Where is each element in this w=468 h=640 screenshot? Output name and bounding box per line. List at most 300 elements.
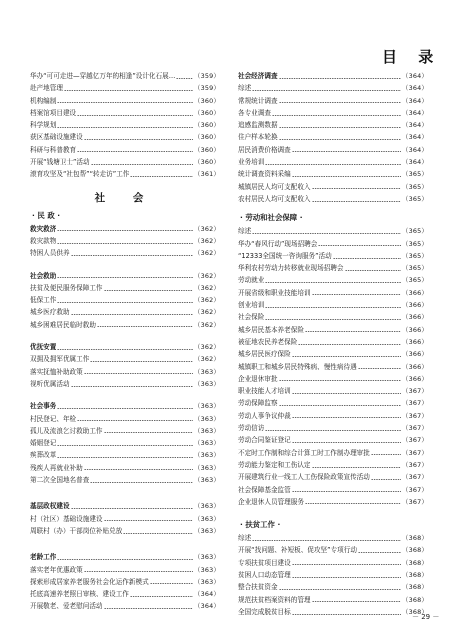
toc-entry-title: 社会保障基金监管 (238, 485, 291, 494)
toc-entry-page: （363） (194, 526, 220, 535)
toc-leader-dots (57, 408, 193, 409)
toc-entry-page: （363） (194, 426, 220, 435)
toc-leader-dots (90, 482, 193, 483)
toc-entry-page: （363） (194, 514, 220, 523)
toc-entry-title: 孤儿及流浪乞讨救助工作 (30, 426, 103, 435)
toc-subheading-row (30, 500, 220, 512)
toc-entry-page: （364） (402, 84, 428, 93)
page-title: 目 录 (382, 48, 442, 66)
toc-entry-title: 城乡困难居民临时救助 (30, 320, 96, 329)
toc-entry-title: 劳动信访 (238, 424, 265, 433)
toc-leader-dots (312, 601, 401, 602)
toc-entry-title: 获区基础设施建设 (30, 133, 83, 142)
toc-entry-page: （362） (194, 343, 220, 352)
toc-leader-dots (318, 245, 401, 246)
toc-entry-title: 开展建筑行业一线工人工伤保险政策宣传活动 (238, 473, 370, 482)
toc-leader-dots (358, 552, 401, 553)
toc-entry-page: （362） (194, 249, 220, 258)
toc-entry-page: （365） (402, 264, 428, 273)
toc-entry-page: （368） (402, 583, 428, 592)
toc-entry-row (30, 119, 220, 131)
toc-entry-row (238, 168, 428, 180)
toc-entry-title: 社会事务 (30, 402, 57, 411)
toc-entry-title: 机构编制 (30, 96, 57, 105)
toc-entry-title: 劳动就业 (238, 276, 265, 285)
toc-leader-dots (292, 614, 401, 615)
toc-entry-page: （365） (402, 276, 428, 285)
toc-entry-row (30, 306, 220, 318)
toc-entry-page: （365） (402, 239, 428, 248)
toc-entry-title: 被征地农民养老保险 (238, 337, 298, 346)
toc-leader-dots (279, 380, 401, 381)
toc-entry-page: （368） (402, 534, 428, 543)
left-column (30, 70, 220, 613)
toc-entry-page: （363） (194, 379, 220, 388)
toc-entry-page: （363） (194, 553, 220, 562)
toc-entry-page: （359） (194, 84, 220, 93)
toc-entry-row (30, 144, 220, 156)
toc-leader-dots (312, 467, 401, 468)
toc-leader-dots (84, 139, 193, 140)
toc-entry-page: （363） (194, 463, 220, 472)
toc-entry-page: （364） (194, 590, 220, 599)
toc-leader-dots (104, 608, 193, 609)
toc-leader-dots (252, 90, 401, 91)
toc-group-elderly (30, 551, 220, 612)
toc-entry-row (30, 600, 220, 612)
toc-entry-row (238, 544, 428, 556)
toc-entry-row (238, 484, 428, 496)
toc-entry-page: （364） (402, 108, 428, 117)
toc-entry-page: （365） (402, 170, 428, 179)
toc-entry-page: （360） (194, 96, 220, 105)
toc-entry-row (30, 437, 220, 449)
toc-entry-title: 滚育攻坚及“社包帮”“转走访”工作 (30, 170, 130, 179)
toc-entry-row (238, 569, 428, 581)
toc-leader-dots (252, 233, 401, 234)
toc-entry-page: （364） (194, 602, 220, 611)
toc-entry-page: （366） (402, 350, 428, 359)
toc-entry-page: （361） (194, 170, 220, 179)
toc-entry-title: 业务培训 (238, 158, 265, 167)
toc-entry-title: 农村居民人均可支配收入 (238, 194, 311, 203)
toc-leader-dots (77, 115, 193, 116)
toc-entry-row (30, 449, 220, 461)
toc-entry-title: 企业退休人员管理服务 (238, 497, 304, 506)
toc-entry-title: 华利农村劳动力转移就业现场招聘会 (238, 264, 344, 273)
toc-leader-dots (265, 319, 401, 320)
toc-entry-page: （362） (194, 271, 220, 280)
toc-entry-title: 扶贫及便民服务保障工作 (30, 283, 103, 292)
toc-entry-page: （360） (194, 145, 220, 154)
toc-entry-title: 救灾救济 (30, 224, 57, 233)
toc-subheading-row (30, 400, 220, 412)
toc-entry-title: 周联村（办）干部岗位补贴兑放 (30, 526, 123, 535)
toc-leader-dots (71, 314, 193, 315)
toc-leader-dots (312, 201, 401, 202)
toc-leader-dots (292, 176, 401, 177)
toc-entry-page: （367） (402, 436, 428, 445)
toc-leader-dots (57, 243, 193, 244)
toc-leader-dots (77, 151, 193, 152)
toc-entry-page: （367） (402, 460, 428, 469)
toc-entry-row (30, 156, 220, 168)
toc-entry-page: （363） (194, 414, 220, 423)
toc-entry-title: 城镇居民人均可支配收入 (238, 182, 311, 191)
toc-entry-title: 赴产地管理 (30, 84, 63, 93)
toc-entry-row (238, 471, 428, 483)
toc-group-disaster-relief (30, 223, 220, 260)
toc-entry-row (30, 95, 220, 107)
toc-entry-row (238, 131, 428, 143)
toc-leader-dots (305, 503, 401, 504)
toc-entry-row (30, 525, 220, 537)
toc-leader-dots (333, 258, 401, 259)
toc-leader-dots (77, 420, 193, 421)
toc-entry-title: 城镇职工和城乡居民特殊病、慢性病待遇 (238, 362, 357, 371)
toc-entry-title: 救灾款物 (30, 236, 57, 245)
toc-entry-title: 华办“春风行动”现场招聘会 (238, 239, 318, 248)
toc-entry-title: 落实抚恤补助政策 (30, 367, 83, 376)
toc-leader-dots (345, 270, 402, 271)
toc-leader-dots (104, 520, 193, 521)
toc-entry-title: 职业技能人才培训 (238, 387, 291, 396)
toc-entry-row (238, 447, 428, 459)
toc-entry-title: 第二次全国地名普查 (30, 476, 90, 485)
toc-entry-title: 各专业调查 (238, 108, 271, 117)
toc-entry-page: （363） (194, 502, 220, 511)
toc-leader-dots (57, 127, 193, 128)
toc-leader-dots (279, 405, 401, 406)
toc-entry-page: （363） (194, 565, 220, 574)
toc-entry-row (30, 107, 220, 119)
toc-entry-title: 探索形成居家养老服务社会化运作新模式 (30, 577, 149, 586)
toc-entry-page: （365） (402, 182, 428, 191)
toc-subheading-row (238, 70, 428, 82)
toc-entry-row (30, 70, 220, 82)
toc-entry-row (30, 319, 220, 331)
toc-entry-row (238, 193, 428, 205)
toc-entry-title: 开展敬老、爱老慰问活动 (30, 602, 103, 611)
toc-entry-row (238, 397, 428, 409)
toc-entry-title: 老龄工作 (30, 553, 57, 562)
toc-entry-page: （363） (194, 439, 220, 448)
toc-leader-dots (64, 90, 193, 91)
toc-entry-row (238, 144, 428, 156)
toc-entry-row (238, 311, 428, 323)
toc-entry-row (238, 606, 428, 618)
toc-entry-row (30, 294, 220, 306)
toc-entry-row (30, 82, 220, 94)
toc-entry-page: （365） (402, 227, 428, 236)
toc-entry-title: 劳动能力鉴定和工伤认定 (238, 460, 311, 469)
toc-entry-row (238, 181, 428, 193)
toc-entry-page: （359） (194, 72, 220, 80)
toc-leader-dots (312, 294, 401, 295)
toc-entry-row (238, 496, 428, 508)
toc-entry-title: 统计调查资料采编 (238, 170, 291, 179)
toc-entry-row (238, 581, 428, 593)
toc-subheading-row (30, 341, 220, 353)
toc-entry-row (238, 557, 428, 569)
toc-entry-title: 低保工作 (30, 296, 57, 305)
toc-entry-page: （366） (402, 313, 428, 322)
toc-entry-title: 创业培训 (238, 301, 265, 310)
toc-entry-title: 基层政权建设 (30, 502, 70, 511)
toc-entry-row (30, 282, 220, 294)
toc-entry-title: 劳动人事争议仲裁 (238, 411, 291, 420)
toc-leader-dots (123, 533, 193, 534)
toc-entry-title: 村民登记、年检 (30, 414, 77, 423)
toc-entry-page: （366） (402, 288, 428, 297)
toc-entry-page: （368） (402, 607, 428, 616)
toc-entry-title: 档案馆项目建设 (30, 108, 77, 117)
toc-entry-page: （366） (402, 337, 428, 346)
toc-entry-page: （367） (402, 497, 428, 506)
toc-leader-dots (358, 368, 401, 369)
toc-leader-dots (57, 302, 193, 303)
toc-entry-title: “12333全国统一咨询服务”活动 (238, 251, 332, 260)
toc-leader-dots (71, 255, 193, 256)
toc-entry-row (30, 413, 220, 425)
toc-entry-row (238, 422, 428, 434)
toc-leader-dots (57, 230, 193, 231)
toc-entry-page: （366） (402, 374, 428, 383)
toc-entry-row (30, 425, 220, 437)
toc-entry-row (30, 353, 220, 365)
toc-entry-page: （366） (402, 362, 428, 371)
toc-group-social-survey (238, 70, 428, 205)
toc-group-grassroots (30, 500, 220, 537)
toc-subheading-row (30, 551, 220, 563)
toc-entry-title: 优抚安置 (30, 343, 57, 352)
toc-leader-dots (279, 589, 401, 590)
toc-entry-title: 社会经济调查 (238, 72, 278, 80)
toc-entry-title: 劳动保障监察 (238, 399, 278, 408)
toc-entry-page: （365） (402, 251, 428, 260)
toc-leader-dots (292, 356, 401, 357)
toc-entry-row (30, 576, 220, 588)
toc-entry-row (30, 168, 220, 180)
toc-entry-title: 社会救助 (30, 271, 57, 280)
toc-entry-title: 常规统计调查 (238, 96, 278, 105)
toc-entry-row (30, 378, 220, 390)
toc-entry-row (238, 156, 428, 168)
toc-entry-title: 特困人员供养 (30, 249, 70, 258)
category-civil-affairs: · 民 政 · (32, 210, 61, 220)
toc-entry-title: 住户样本轮换 (238, 133, 278, 142)
toc-entry-title: 不定时工作制和综合计算工时工作制办理审批 (238, 448, 370, 457)
toc-leader-dots (91, 164, 193, 165)
toc-entry-page: （367） (402, 399, 428, 408)
toc-leader-dots (176, 78, 193, 79)
toc-entry-page: （360） (194, 133, 220, 142)
toc-entry-row (238, 119, 428, 131)
toc-entry-row (30, 513, 220, 525)
toc-entry-page: （367） (402, 448, 428, 457)
category-poverty-relief: · 扶贫工作 · (240, 520, 281, 530)
toc-entry-title: 城乡居民基本养老保险 (238, 325, 304, 334)
toc-entry-title: 专项扶贫项目建设 (238, 558, 291, 567)
toc-entry-title: 综述 (238, 534, 252, 543)
toc-entry-row (30, 366, 220, 378)
toc-entry-row (30, 247, 220, 259)
toc-entry-page: （364） (402, 121, 428, 130)
toc-entry-title: 整合扶贫资金 (238, 583, 278, 592)
toc-entry-row (238, 361, 428, 373)
toc-leader-dots (57, 445, 193, 446)
toc-entry-title: 村（社区）基础设施建设 (30, 514, 103, 523)
toc-entry-title: 落实老年优惠政策 (30, 565, 83, 574)
toc-entry-page: （367） (402, 485, 428, 494)
toc-entry-page: （362） (194, 296, 220, 305)
toc-leader-dots (371, 479, 401, 480)
toc-entry-row (238, 82, 428, 94)
toc-entry-row (238, 225, 428, 237)
toc-entry-page: （360） (194, 158, 220, 167)
toc-entry-page: （364） (402, 145, 428, 154)
toc-entry-page: （363） (194, 476, 220, 485)
toc-leader-dots (71, 508, 193, 509)
toc-entry-row (238, 459, 428, 471)
toc-entry-row (30, 131, 220, 143)
toc-entry-row (238, 385, 428, 397)
toc-entry-title: 开展“钱塘卫士”活动 (30, 158, 90, 167)
toc-entry-page: （364） (402, 133, 428, 142)
toc-leader-dots (265, 282, 401, 283)
toc-entry-row (238, 434, 428, 446)
toc-leader-dots (84, 373, 193, 374)
toc-entry-row (238, 373, 428, 385)
toc-entry-page: （362） (194, 283, 220, 292)
toc-entry-title: 社会保险 (238, 313, 265, 322)
toc-entry-page: （368） (402, 595, 428, 604)
toc-entry-title: 双拥及拥军优属工作 (30, 355, 90, 364)
toc-leader-dots (292, 491, 401, 492)
toc-entry-title: 残疾人再就业补助 (30, 463, 83, 472)
toc-leader-dots (298, 344, 401, 345)
toc-entry-title: 企业退休审批 (238, 374, 278, 383)
toc-entry-title: 全国完成脱贫目标 (238, 607, 291, 616)
toc-leader-dots (84, 571, 193, 572)
toc-entry-title: 科研与科普教育 (30, 145, 77, 154)
toc-entry-row (238, 299, 428, 311)
toc-leader-dots (130, 596, 193, 597)
toc-entry-title: 科学规划 (30, 121, 57, 130)
toc-entry-title: 规范扶贫档案资料的管理 (238, 595, 311, 604)
toc-entry-page: （360） (194, 108, 220, 117)
toc-leader-dots (305, 331, 401, 332)
toc-leader-dots (71, 386, 193, 387)
toc-group-social-assistance (30, 270, 220, 331)
toc-entry-page: （367） (402, 387, 428, 396)
toc-entry-page: （368） (402, 570, 428, 579)
toc-leader-dots (57, 349, 193, 350)
toc-entry-title: 殡葬改革 (30, 451, 57, 460)
toc-entry-page: （368） (402, 546, 428, 555)
toc-leader-dots (371, 454, 401, 455)
toc-leader-dots (130, 176, 193, 177)
toc-leader-dots (57, 457, 193, 458)
right-column (238, 70, 428, 618)
toc-entry-page: （362） (194, 236, 220, 245)
toc-entry-title: 开展省级和职业技能培训 (238, 288, 311, 297)
toc-entry-row (30, 588, 220, 600)
toc-group-labor (238, 225, 428, 508)
toc-entry-row (238, 95, 428, 107)
toc-leader-dots (265, 164, 401, 165)
toc-entry-page: （362） (194, 308, 220, 317)
toc-leader-dots (265, 430, 401, 431)
toc-entry-page: （363） (194, 402, 220, 411)
toc-entry-page: （362） (194, 320, 220, 329)
toc-entry-row (30, 474, 220, 486)
toc-entry-page: （367） (402, 473, 428, 482)
toc-entry-row (238, 594, 428, 606)
toc-leader-dots (292, 442, 401, 443)
toc-leader-dots (84, 469, 193, 470)
section-title-society: 社 会 (94, 191, 156, 204)
toc-subheading-row (30, 223, 220, 235)
toc-entry-page: （362） (194, 355, 220, 364)
toc-entry-page: （364） (402, 96, 428, 105)
toc-entry-page: （365） (402, 194, 428, 203)
toc-leader-dots (90, 361, 193, 362)
toc-leader-dots (292, 393, 401, 394)
toc-leader-dots (97, 326, 193, 327)
toc-leader-dots (279, 102, 401, 103)
toc-entry-title: 婚姻登记 (30, 439, 57, 448)
toc-leader-dots (252, 540, 401, 541)
toc-group-left-top (30, 70, 220, 181)
toc-leader-dots (57, 102, 193, 103)
toc-entry-title: 华办“可可走进—穿越亿万年的相逢”设计化石展… (30, 72, 176, 80)
toc-entry-title: 居民消费价格调查 (238, 145, 291, 154)
toc-entry-page: （364） (402, 72, 428, 80)
toc-entry-title: 视听优属活动 (30, 379, 70, 388)
toc-leader-dots (279, 127, 401, 128)
toc-leader-dots (272, 115, 401, 116)
toc-entry-page: （368） (402, 558, 428, 567)
toc-leader-dots (104, 432, 193, 433)
toc-group-veteran-care (30, 341, 220, 390)
toc-entry-title: 城乡医疗救助 (30, 308, 70, 317)
toc-entry-page: （363） (194, 367, 220, 376)
toc-entry-page: （366） (402, 301, 428, 310)
toc-entry-row (238, 274, 428, 286)
toc-entry-page: （364） (402, 158, 428, 167)
toc-entry-row (30, 564, 220, 576)
toc-leader-dots (292, 564, 401, 565)
toc-entry-title: 开展“找问题、补短板、促攻坚”专项行动 (238, 546, 357, 555)
toc-entry-row (238, 262, 428, 274)
toc-entry-row (238, 410, 428, 422)
toc-leader-dots (57, 277, 193, 278)
toc-entry-title: 劳动合同鉴证登记 (238, 436, 291, 445)
toc-entry-row (30, 235, 220, 247)
toc-entry-row (238, 287, 428, 299)
toc-entry-title: 综述 (238, 84, 252, 93)
toc-leader-dots (279, 78, 401, 79)
toc-leader-dots (292, 417, 401, 418)
toc-entry-page: （366） (402, 325, 428, 334)
toc-entry-row (238, 348, 428, 360)
toc-entry-page: （363） (194, 451, 220, 460)
toc-entry-page: （363） (194, 577, 220, 586)
toc-group-social-affairs (30, 400, 220, 486)
toc-entry-row (238, 336, 428, 348)
toc-leader-dots (292, 151, 401, 152)
